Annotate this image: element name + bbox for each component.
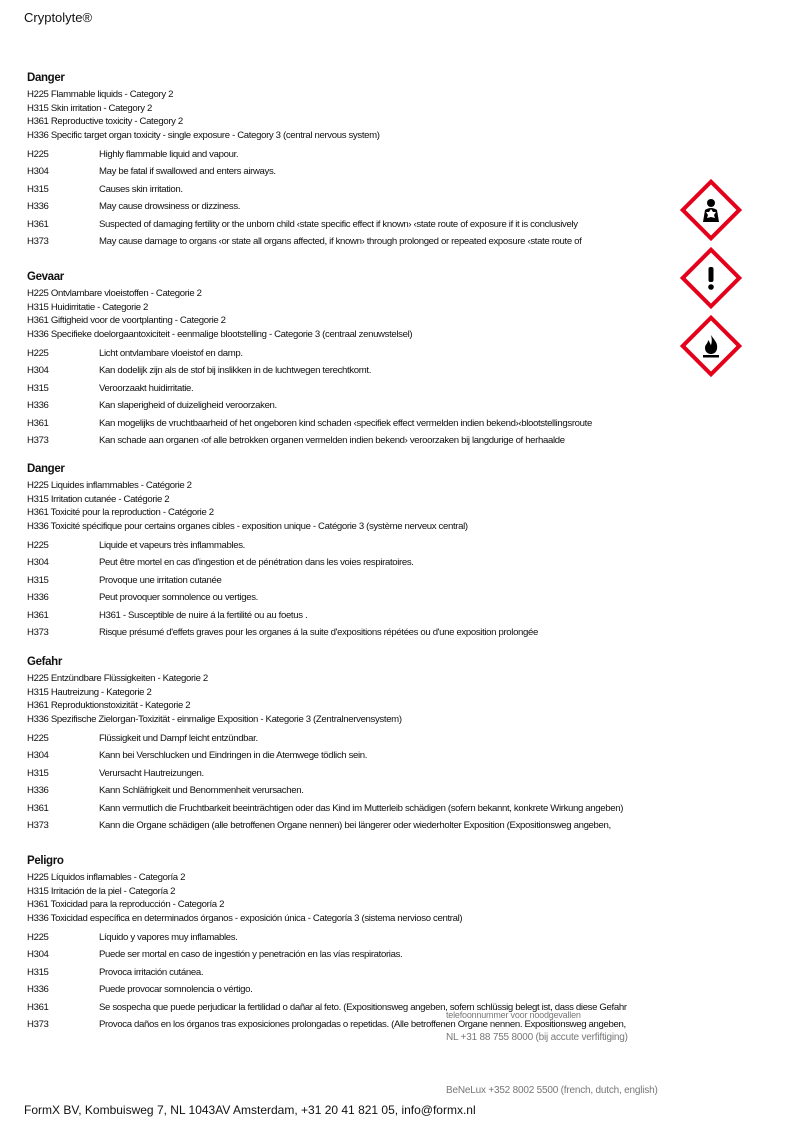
health-hazard-icon (680, 179, 742, 241)
hazard-classification: H361 Toxicité pour la reproduction - Catégorie 2 (27, 507, 214, 518)
emergency-label: telefoonnummer voor noodgevallen (446, 1010, 581, 1020)
flame-icon (680, 315, 742, 377)
hazard-statement (27, 589, 668, 606)
hazard-statement (27, 163, 668, 180)
statement-text: Kann vermutlich die Fruchtbarkeit beeinträchtigen oder das Kind im Mutterleib schädigen (sofern bekannt, konkrete Wirkung angeben) (99, 802, 624, 814)
statement-text: Puede provocar somnolencia o vértigo. (99, 984, 253, 996)
statement-text: Kan schade aan organen ‹of alle betrokken organen vermelden indien bekend› veroorzaken bij langdurige of herhaalde (99, 434, 565, 446)
statement-text: Licht ontvlambare vloeistof en damp. (99, 348, 243, 359)
hazard-classification: H225 Ontvlambare vloeistoffen - Categorie 2 (27, 288, 202, 299)
hazard-statement (27, 946, 668, 963)
h-code: H315 (27, 966, 49, 978)
signal-word: Danger (27, 463, 65, 475)
statement-text: Provoque une irritation cutanée (99, 574, 222, 586)
emergency-phone-benelux: BeNeLux +352 8002 5500 (french, dutch, english) (446, 1085, 658, 1096)
hazard-statement (27, 554, 668, 571)
signal-word: Gevaar (27, 271, 64, 283)
h-code: H304 (27, 166, 49, 178)
h-code: H361 (27, 609, 49, 621)
hazard-statement (27, 800, 668, 817)
statement-text: Kan slaperigheid of duizeligheid veroorzaken. (99, 400, 277, 412)
h-code: H225 (27, 149, 49, 160)
hazard-classification: H361 Reproductive toxicity - Category 2 (27, 116, 183, 127)
statement-text: Kan mogelijks de vruchtbaarheid of het ongeboren kind schaden ‹specifiek effect vermelden indien bekend›‹blootstellingsroute (99, 417, 592, 429)
hazard-classification: H336 Toxicité spécifique pour certains organes cibles - exposition unique - Catégorie 3 (système nerveux central) (27, 520, 468, 532)
statement-text: Peut être mortel en cas d'ingestion et de pénétration dans les voies respiratoires. (99, 557, 414, 569)
statement-text: Suspected of damaging fertility or the unborn child ‹state specific effect if known› ‹state route of exposure if it is conclusively (99, 218, 578, 230)
hazard-classification: H225 Liquides inflammables - Catégorie 2 (27, 480, 192, 491)
hazard-statement (27, 198, 668, 215)
statement-text: Risque présumé d'effets graves pour les organes á la suite d'expositions répétées ou d'une exposition prolongée (99, 626, 538, 638)
h-code: H373 (27, 819, 49, 831)
statement-text: May cause damage to organs ‹or state all organs affected, if known› through prolonged or repeated exposure ‹state route of (99, 235, 582, 247)
statement-text: Puede ser mortal en caso de ingestión y penetración en las vías respiratorias. (99, 949, 403, 961)
hazard-statement (27, 233, 668, 250)
hazard-section (27, 855, 668, 1033)
h-code: H225 (27, 733, 49, 744)
statement-text: Causes skin irritation. (99, 183, 183, 195)
hazard-classification: H225 Entzündbare Flüssigkeiten - Kategorie 2 (27, 673, 208, 684)
statement-text: Flüssigkeit und Dampf leicht entzündbar. (99, 733, 258, 744)
statement-text: Kann die Organe schädigen (alle betroffenen Organe nennen) bei längerer oder wiederholter Exposition (Expositionsweg angeben, (99, 819, 611, 831)
h-code: H315 (27, 767, 49, 779)
hazard-classification: H336 Specific target organ toxicity - single exposure - Category 3 (central nervous system) (27, 129, 380, 141)
h-code: H361 (27, 417, 49, 429)
hazard-statement (27, 380, 668, 397)
h-code: H361 (27, 218, 49, 230)
h-code: H336 (27, 400, 49, 412)
hazard-statement (27, 537, 668, 554)
h-code: H315 (27, 382, 49, 394)
hazard-section (27, 656, 668, 834)
statement-text: Veroorzaakt huidirritatie. (99, 382, 194, 394)
hazard-classification: H315 Irritation cutanée - Catégorie 2 (27, 493, 170, 505)
hazard-statement (27, 782, 668, 799)
h-code: H304 (27, 750, 49, 762)
hazard-statement (27, 362, 668, 379)
hazard-classification: H225 Líquidos inflamables - Categoría 2 (27, 872, 186, 883)
hazard-classification: H336 Toxicidad específica en determinados órganos - exposición única - Categoría 3 (sistema nervioso central) (27, 912, 463, 924)
h-code: H304 (27, 949, 49, 961)
company-footer: FormX BV, Kombuisweg 7, NL 1043AV Amsterdam, +31 20 41 821 05, info@formx.nl (24, 1103, 476, 1117)
hazard-statement (27, 981, 668, 998)
statement-text: H361 - Susceptible de nuire á la fertilité ou au foetus . (99, 609, 308, 621)
hazard-classification: H315 Skin irritation - Category 2 (27, 102, 152, 114)
h-code: H373 (27, 434, 49, 446)
product-name: Cryptolyte® (24, 10, 93, 25)
h-code: H225 (27, 932, 49, 943)
statement-text: May cause drowsiness or dizziness. (99, 201, 241, 213)
signal-word: Gefahr (27, 656, 62, 668)
statement-text: May be fatal if swallowed and enters airways. (99, 166, 276, 178)
statement-text: Peut provoquer somnolence ou vertiges. (99, 592, 258, 604)
statement-text: Provoca daños en los órganos tras exposiciones prolongadas o repetidas. (Alle betroffenen Organe nennen. Expositionsweg angeben, (99, 1018, 626, 1030)
hazard-statement (27, 432, 668, 449)
hazard-statement (27, 730, 668, 747)
hazard-statement (27, 624, 668, 641)
hazard-statement (27, 216, 668, 233)
hazard-section (27, 72, 668, 250)
statement-text: Liquide et vapeurs très inflammables. (99, 540, 245, 551)
hazard-statement (27, 765, 668, 782)
statement-text: Se sospecha que puede perjudicar la fertilidad o dañar al feto. (Expositionsweg angeben, sofern schlüssig belegt ist, dass diese Gefahr (99, 1001, 627, 1013)
h-code: H336 (27, 201, 49, 213)
h-code: H373 (27, 235, 49, 247)
hazard-classification: H361 Toxicidad para la reproducción - Categoría 2 (27, 899, 225, 910)
hazard-statement (27, 345, 668, 362)
signal-word: Danger (27, 72, 65, 84)
hazard-statement (27, 747, 668, 764)
hazard-section (27, 463, 668, 641)
h-code: H315 (27, 183, 49, 195)
hazard-classification: H315 Huidirritatie - Categorie 2 (27, 301, 149, 313)
h-code: H361 (27, 1001, 49, 1013)
hazard-statement (27, 817, 668, 834)
h-code: H336 (27, 785, 49, 797)
hazard-classification: H225 Flammable liquids - Category 2 (27, 89, 174, 100)
h-code: H225 (27, 540, 49, 551)
h-code: H304 (27, 557, 49, 569)
hazard-classification: H315 Irritación de la piel - Categoría 2 (27, 885, 176, 897)
h-code: H336 (27, 592, 49, 604)
h-code: H225 (27, 348, 49, 359)
hazard-section (27, 271, 668, 449)
exclamation-mark-icon (680, 247, 742, 309)
h-code: H336 (27, 984, 49, 996)
hazard-classification: H336 Specifieke doelorgaantoxiciteit - eenmalige blootstelling - Categorie 3 (centraal zenuwstelsel) (27, 328, 413, 340)
hazard-statement (27, 929, 668, 946)
statement-text: Verursacht Hautreizungen. (99, 767, 204, 779)
hazard-statement (27, 397, 668, 414)
hazard-statement (27, 572, 668, 589)
hazard-statement (27, 607, 668, 624)
statement-text: Highly flammable liquid and vapour. (99, 149, 239, 160)
statement-text: Líquido y vapores muy inflamables. (99, 932, 238, 943)
emergency-phone-nl: NL +31 88 755 8000 (bij accute verfiftiging) (446, 1032, 628, 1043)
h-code: H315 (27, 574, 49, 586)
hazard-statement (27, 146, 668, 163)
hazard-classification: H361 Reproduktionstoxizität - Kategorie 2 (27, 700, 191, 711)
statement-text: Kann bei Verschlucken und Eindringen in die Atemwege tödlich sein. (99, 750, 368, 762)
hazard-statement (27, 181, 668, 198)
h-code: H373 (27, 626, 49, 638)
signal-word: Peligro (27, 855, 64, 867)
h-code: H373 (27, 1018, 49, 1030)
statement-text: Provoca irritación cutánea. (99, 966, 204, 978)
hazard-classification: H336 Spezifische Zielorgan-Toxizität - einmalige Exposition - Kategorie 3 (Zentralnervensystem) (27, 713, 402, 725)
hazard-statement (27, 415, 668, 432)
h-code: H304 (27, 365, 49, 377)
statement-text: Kan dodelijk zijn als de stof bij inslikken in de luchtwegen terechtkomt. (99, 365, 372, 377)
hazard-classification: H315 Hautreizung - Kategorie 2 (27, 686, 152, 698)
statement-text: Kann Schläfrigkeit und Benommenheit verursachen. (99, 785, 304, 797)
h-code: H361 (27, 802, 49, 814)
hazard-classification: H361 Giftigheid voor de voortplanting - Categorie 2 (27, 315, 226, 326)
hazard-statement (27, 964, 668, 981)
